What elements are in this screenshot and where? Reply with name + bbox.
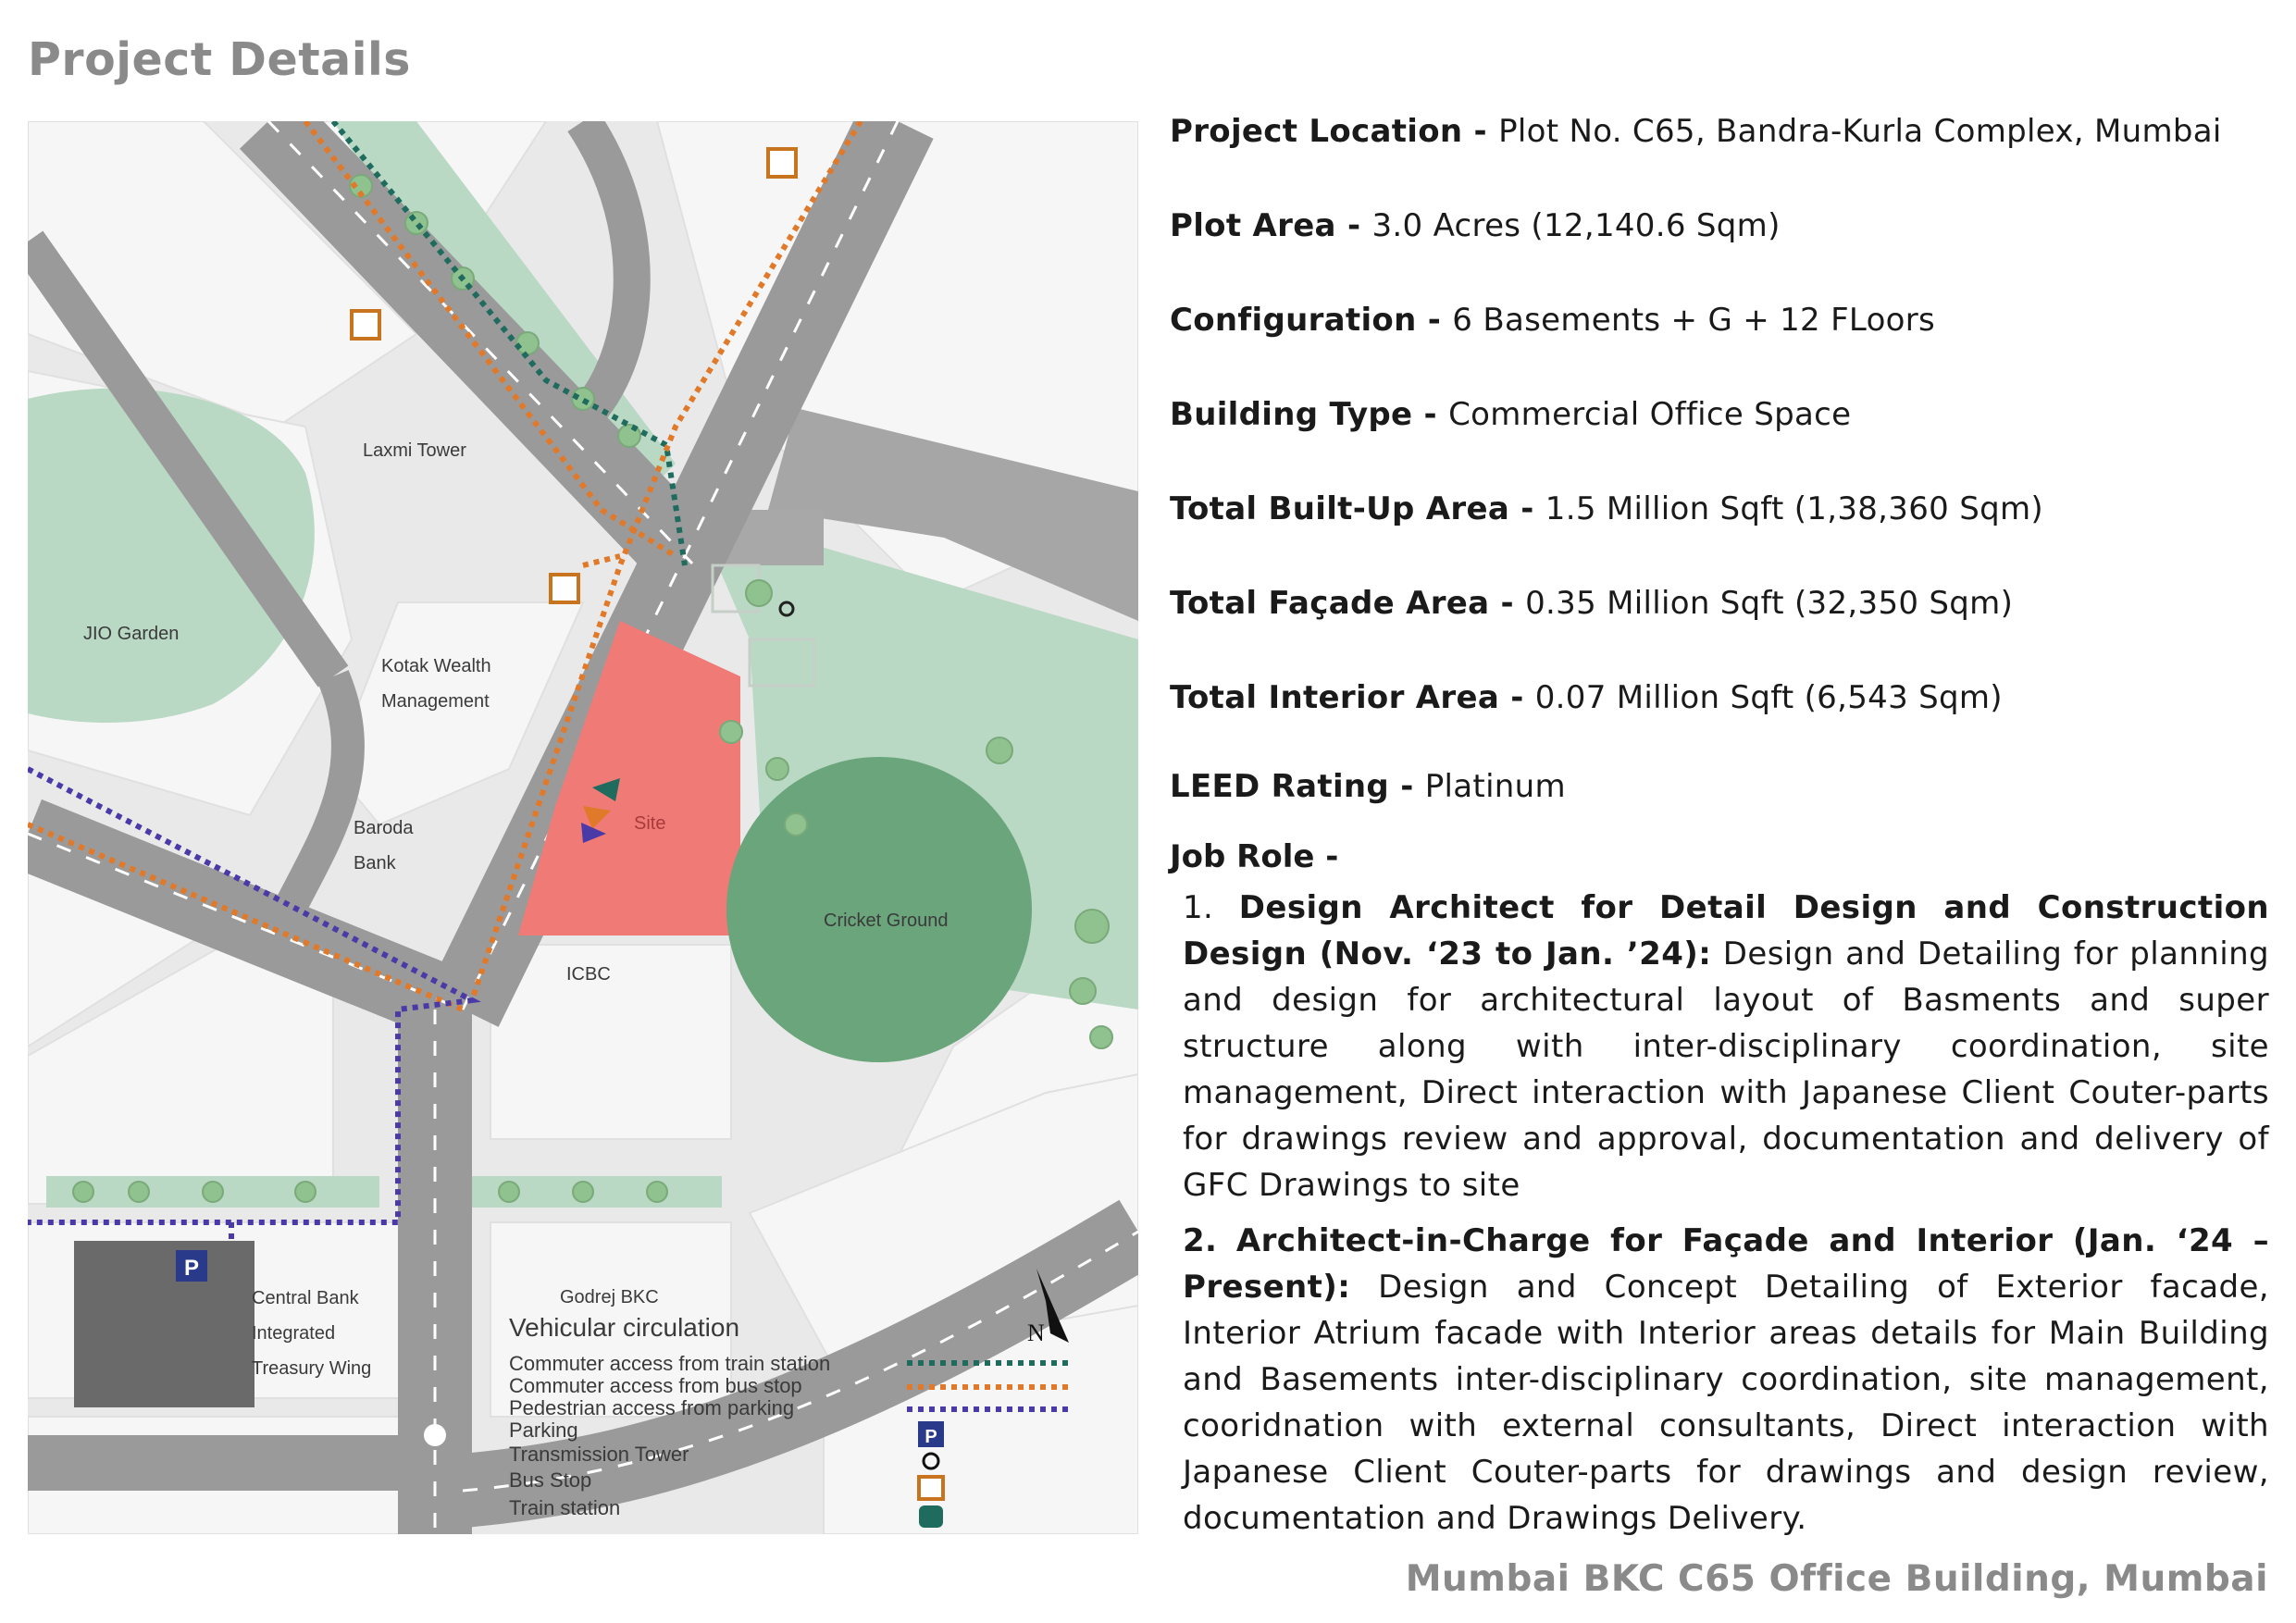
detail-configuration: Configuration - 6 Basements + G + 12 FLoors (1170, 302, 1936, 339)
map-label-baroda-1: Baroda (354, 818, 414, 838)
map-label-godrej: Godrej BKC (560, 1287, 659, 1307)
legend-title: Vehicular circulation (509, 1313, 740, 1342)
bus-stop-icon (919, 1477, 943, 1499)
legend-item-pedestrian-access: Pedestrian access from parking (509, 1396, 795, 1419)
map-label-central-bank-2: Integrated (252, 1323, 336, 1344)
legend-item-train-access: Commuter access from train station (509, 1352, 831, 1375)
map-label-kotak-2: Management (381, 691, 490, 712)
detail-building-type: Building Type - Commercial Office Space (1170, 396, 1852, 433)
job-role-item-2 (1183, 1218, 2269, 1542)
job-role-2-number: 2. (1183, 1222, 1218, 1259)
map-label-laxmi-tower: Laxmi Tower (363, 440, 466, 461)
detail-project-location: Project Location - Plot No. C65, Bandra-Kurla Complex, Mumbai (1170, 113, 2222, 150)
map-label-icbc: ICBC (566, 964, 611, 985)
job-role-item-1 (1183, 885, 2269, 1208)
site-map (28, 121, 1138, 1534)
detail-plot-area: Plot Area - 3.0 Acres (12,140.6 Sqm) (1170, 207, 1781, 244)
legend-item-bus-access: Commuter access from bus stop (509, 1374, 802, 1397)
page-title: Project Details (28, 33, 411, 86)
job-role-1-number: 1. (1183, 889, 1214, 926)
legend-item-transmission-tower: Transmission Tower (509, 1443, 689, 1466)
detail-total-built-up-area: Total Built-Up Area - 1.5 Million Sqft (1,38,360 Sqm) (1170, 490, 2043, 527)
parking-symbol: P (183, 1256, 200, 1281)
job-role-2-heading: Architect-in-Charge for Façade and Interior (Jan. ‘24 – Present): (1183, 1222, 2270, 1306)
train-station-icon (919, 1505, 943, 1528)
detail-total-interior-area: Total Interior Area - 0.07 Million Sqft (6,543 Sqm) (1170, 679, 2003, 716)
job-role-heading: Job Role - (1170, 838, 1339, 875)
detail-leed-rating: LEED Rating - Platinum (1170, 768, 1566, 805)
map-label-baroda-2: Bank (354, 853, 396, 873)
map-label-central-bank-1: Central Bank (252, 1288, 359, 1308)
footer-project-name: Mumbai BKC C65 Office Building, Mumbai (1405, 1558, 2268, 1600)
map-label-site: Site (634, 813, 666, 834)
detail-total-facade-area: Total Façade Area - 0.35 Million Sqft (32,350 Sqm) (1170, 585, 2014, 622)
map-label-cricket-ground: Cricket Ground (824, 911, 949, 931)
legend-item-parking: Parking (509, 1419, 578, 1442)
legend-item-train-station: Train station (509, 1496, 621, 1519)
map-label-central-bank-3: Treasury Wing (252, 1358, 372, 1379)
svg-text:N: N (1027, 1319, 1045, 1346)
map-label-jio-garden: JIO Garden (83, 624, 180, 644)
job-role-1-heading: Design Architect for Detail Design and Construction Design (Nov. ‘23 to Jan. ’24): (1183, 889, 2269, 973)
legend-item-bus-stop: Bus Stop (509, 1468, 592, 1492)
svg-text:P: P (925, 1427, 937, 1447)
map-label-kotak-1: Kotak Wealth (381, 656, 491, 676)
job-role-2-text: Design and Concept Detailing of Exterior facade, Interior Atrium facade with Interior areas details for Main Building and Basements inter-disciplinary coordination, site management, cooridnation with external consultants, Direct interaction with Japanese Client Couter-parts for drawings and design review, documentation and Drawings Delivery. (1183, 1269, 2269, 1537)
job-role-1-text: Design and Detailing for planning and design for architectural layout of Basments and super structure along with inter-disciplinary coordination, site management, Direct interaction with Japanese Client Couter-parts for drawings review and approval, documentation and delivery of GFC Drawings to site (1183, 935, 2269, 1204)
